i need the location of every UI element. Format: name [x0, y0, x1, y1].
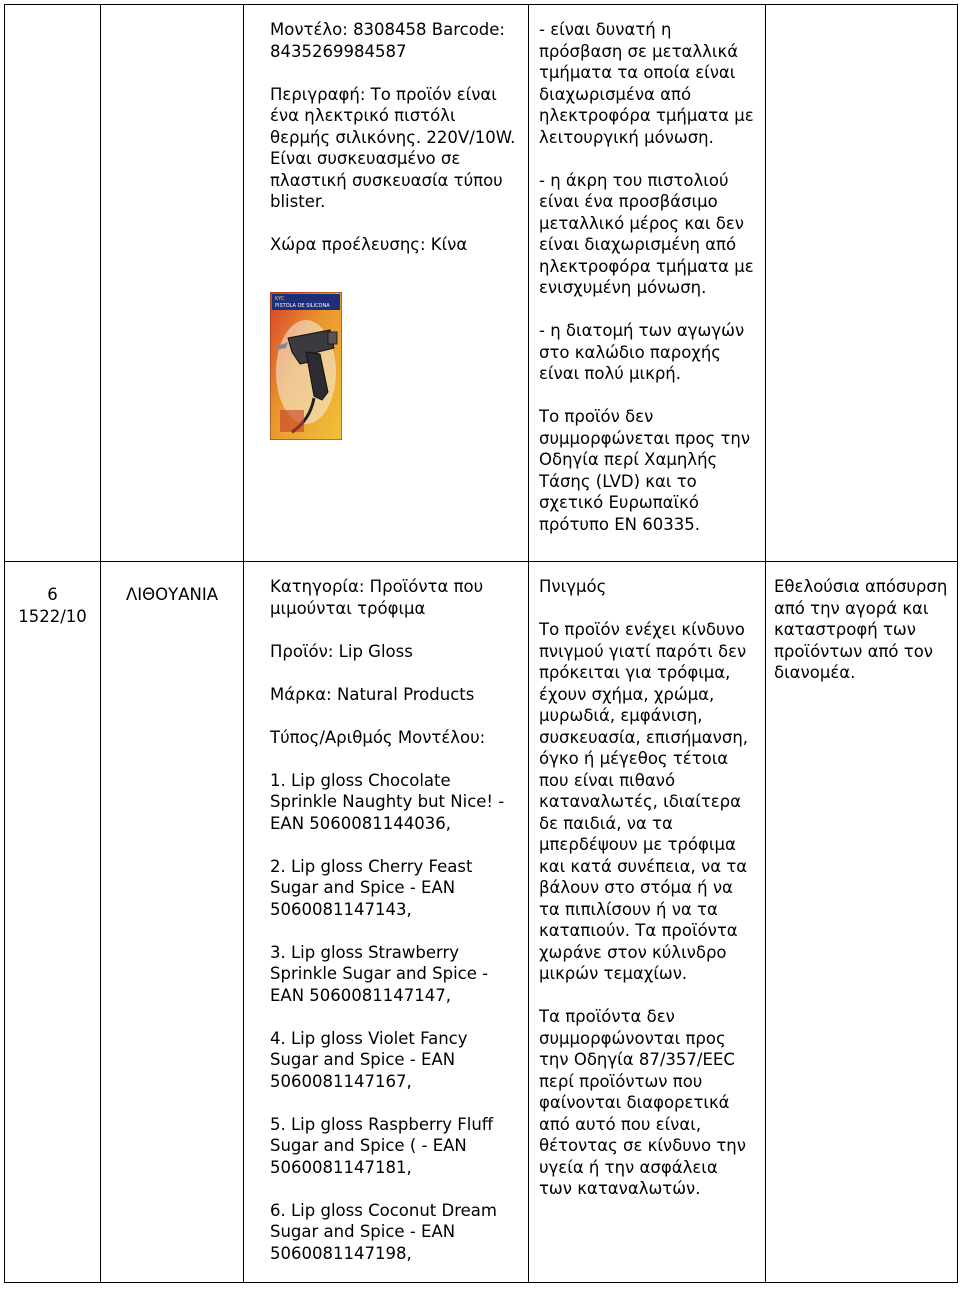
notification-number: 6 [47, 585, 58, 604]
cell-country [101, 562, 244, 1283]
category-text: Κατηγορία: Προϊόντα που μιμούνται τρόφιμα [270, 577, 484, 618]
cell-product-description [244, 5, 529, 562]
risk-point-2: - η άκρη του πιστολιού είναι ένα προσβάσιμο μεταλλικό μέρος και δεν είναι διαχωρισμένη από ηλεκτροφόρα τμήματα με ενισχυμένη μόνωση. [539, 170, 754, 297]
risk-point-1: - είναι δυνατή η πρόσβαση σε μεταλλικά τμήματα τα οποία είναι διαχωρισμένα από ηλεκτροφόρα τμήματα με λειτουργική μόνωση. [539, 20, 754, 147]
glue-gun-product-image [270, 292, 342, 440]
risk-description: Το προϊόν ενέχει κίνδυνο πνιγμού γιατί παρότι δεν πρόκειται για τρόφιμα, έχουν σχήμα, χρώμα, μυρωδιά, εμφάνιση, συσκευασία, επισήμανση, όγκο ή μέγεθος τέτοια που είναι πιθανό καταναλωτές, ιδιαίτερα δε παιδιά, να τα μπερδέψουν με τρόφιμα και κατά συνέπεια, να τα βάλουν στο στόμα ή να τα πιπιλίσουν ή να τα καταπιούν. Τα προϊόντα χωράνε στον κύλινδρο μικρών τεμαχίων. [539, 620, 749, 983]
table-row [5, 5, 958, 562]
cell-country [101, 5, 244, 562]
measures-text: Εθελούσια απόσυρση από την αγορά και καταστροφή των προϊόντων από τον διανομέα. [774, 577, 948, 682]
cell-product-description [244, 562, 529, 1283]
cell-risk [529, 562, 766, 1283]
description-text: Περιγραφή: Το προϊόν είναι ένα ηλεκτρικό πιστόλι θερμής σιλικόνης. 220V/10W. Είναι συσκευασμένο σε πλαστική συσκευασία τύπου blister. [270, 84, 516, 211]
glue-gun-package-icon [270, 292, 342, 440]
cell-risk [529, 5, 766, 562]
list-item: 2. Lip gloss Cherry Feast Sugar and Spice - EAN 5060081147143, [270, 856, 473, 919]
risk-type: Πνιγμός [539, 577, 607, 596]
cell-measures [766, 562, 958, 1283]
compliance-text: Το προϊόν δεν συμμορφώνεται προς την Οδηγία περί Χαμηλής Τάσης (LVD) και το σχετικό Ευρωπαϊκό πρότυπο EN 60335. [539, 407, 751, 534]
list-item: 1. Lip gloss Chocolate Sprinkle Naughty but Nice! - EAN 5060081144036, [270, 770, 505, 833]
type-label: Τύπος/Αριθμός Μοντέλου: [270, 727, 486, 747]
table-row [5, 562, 958, 1283]
brand-text: Μάρκα: Natural Products [270, 684, 475, 704]
origin-text: Χώρα προέλευσης: Κίνα [270, 235, 468, 254]
risk-point-3: - η διατομή των αγωγών στο καλώδιο παροχής είναι πολύ μικρή. [539, 321, 745, 383]
list-item: 6. Lip gloss Coconut Dream Sugar and Spice - EAN 5060081147198, [270, 1200, 497, 1263]
list-item: 5. Lip gloss Raspberry Fluff Sugar and Spice ( - EAN 5060081147181, [270, 1114, 494, 1177]
cell-number [5, 5, 101, 562]
package-brand: KYC [275, 295, 285, 302]
cell-measures [766, 5, 958, 562]
product-text: Προϊόν: Lip Gloss [270, 641, 413, 661]
notification-table [4, 4, 958, 1283]
cell-number [5, 562, 101, 1283]
package-label: PISTOLA DE SILICONA [275, 302, 330, 309]
compliance-text: Τα προϊόντα δεν συμμορφώνονται προς την Οδηγία 87/357/ΕΕC περί προϊόντων που φαίνονται διαφορετικά από αυτό που είναι, θέτοντας σε κίνδυνο την υγεία ή την ασφάλεια των καταναλωτών. [539, 1007, 746, 1198]
notification-reference: 1522/10 [18, 606, 87, 626]
model-barcode-text: Μοντέλο: 8308458 Barcode: 8435269984587 [270, 20, 505, 61]
country-name: ΛΙΘΟΥΑΝΙΑ [126, 585, 218, 604]
list-item: 4. Lip gloss Violet Fancy Sugar and Spice - EAN 5060081147167, [270, 1028, 468, 1091]
list-item: 3. Lip gloss Strawberry Sprinkle Sugar and Spice - EAN 5060081147147, [270, 942, 489, 1005]
